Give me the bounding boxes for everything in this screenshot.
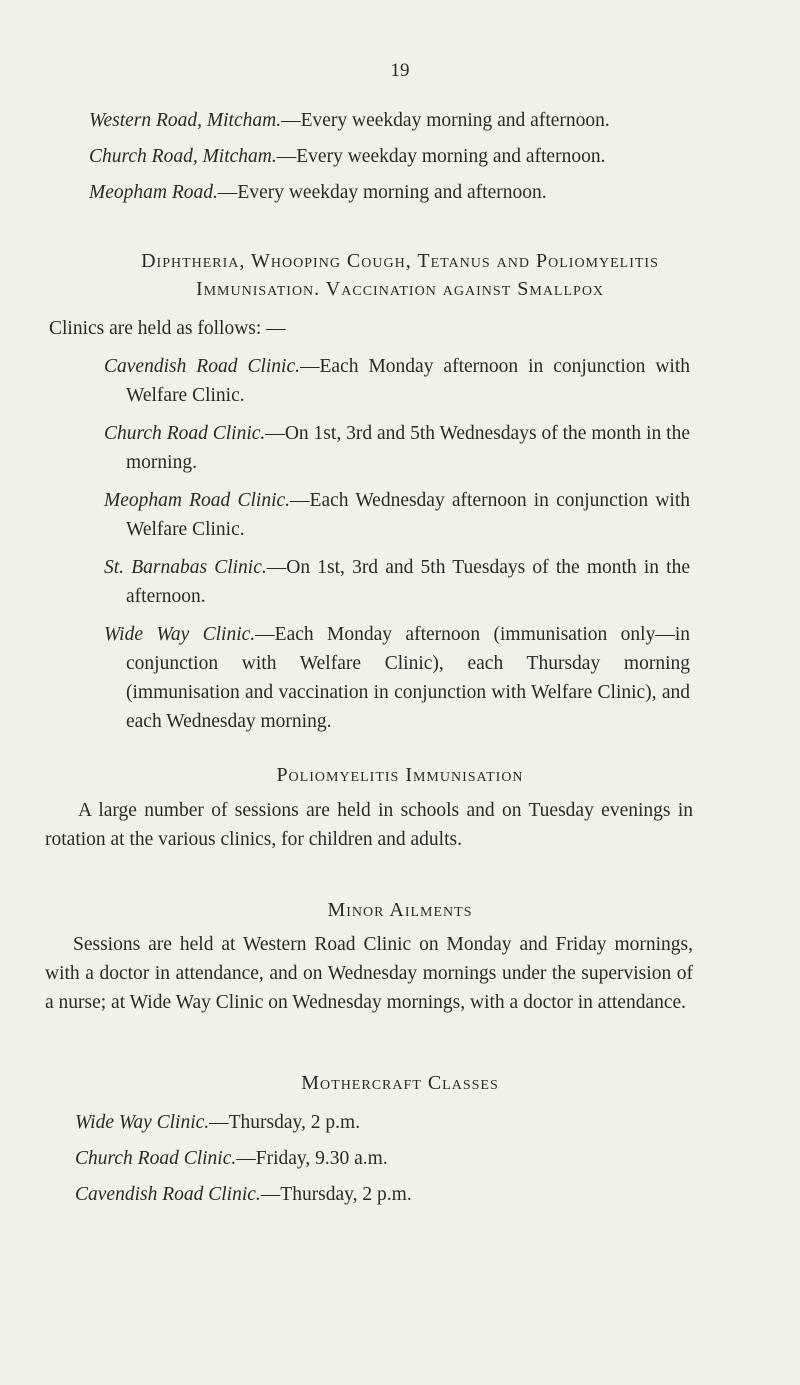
entry-text: —Every weekday morning and afternoon. [217,182,547,203]
mothercraft-name: Wide Way Clinic. [75,1112,210,1133]
mothercraft-entry-church-road [75,1146,388,1172]
entry-place: Meopham Road. [89,182,218,203]
entry-church-road [89,144,605,170]
mothercraft-text: —Friday, 9.30 a.m. [236,1148,388,1169]
section-heading-polio: Poliomyelitis Immunisation [276,764,524,786]
entry-text: —Every weekday morning and afternoon. [276,146,606,167]
entry-place: Church Road, Mitcham. [89,146,277,167]
mothercraft-entry-cavendish [75,1182,412,1208]
mothercraft-name: Church Road Clinic. [75,1148,237,1169]
clinic-name: St. Barnabas Clinic. [104,557,267,578]
mothercraft-text: —Thursday, 2 p.m. [260,1184,412,1205]
clinic-name: Cavendish Road Clinic. [104,356,300,377]
clinic-text: —On 1st, 3rd and 5th Wednesdays of the month in the morning. [126,423,690,473]
clinic-item-st-barnabas [104,553,690,611]
mothercraft-text: —Thursday, 2 p.m. [209,1112,361,1133]
section-heading-minor-ailments: Minor Ailments [327,899,473,921]
minor-ailments-paragraph: Sessions are held at Western Road Clinic on Monday and Friday mornings, with a doctor in attendance, and on Wednesday mornings under the supervision of a nurse; at Wide Way Clinic on Wednesday mornings, with a doctor in attendance. [45,934,693,1013]
section-heading-immunisation-line2: Immunisation. Vaccination against Smallpox [195,278,605,300]
clinic-item-church-road [104,419,690,477]
clinic-text: —Each Monday afternoon in conjunction with Welfare Clinic. [126,356,690,406]
entry-text: —Every weekday morning and afternoon. [281,110,610,131]
clinic-text: —Each Monday afternoon (immunisation only—in conjunction with Welfare Clinic), each Thursday morning (immunisation and vaccination in conjunction with Welfare Clinic), and each Wednesday morning. [126,624,690,732]
clinic-item-cavendish [104,352,690,410]
clinic-item-wide-way [104,620,690,736]
clinic-name: Wide Way Clinic. [104,624,256,645]
clinic-name: Church Road Clinic. [104,423,266,444]
section-heading-mothercraft: Mothercraft Classes [301,1072,499,1094]
polio-paragraph: A large number of sessions are held in schools and on Tuesday evenings in rotation at the various clinics, for children and adults. [45,800,693,850]
entry-meopham-road [89,180,547,206]
clinic-text: —On 1st, 3rd and 5th Tuesdays of the month in the afternoon. [126,557,690,607]
clinics-intro: Clinics are held as follows: — [49,318,286,339]
mothercraft-entry-wide-way [75,1110,360,1136]
clinic-item-meopham [104,486,690,544]
clinic-list [104,352,690,736]
section-heading-immunisation-line1: Diphtheria, Whooping Cough, Tetanus and Poliomyelitis [141,250,659,272]
page-number: 19 [390,60,410,81]
mothercraft-name: Cavendish Road Clinic. [75,1184,261,1205]
entry-place: Western Road, Mitcham. [89,110,282,131]
entry-western-road [89,108,610,134]
clinic-text: —Each Wednesday afternoon in conjunction with Welfare Clinic. [126,490,690,540]
clinic-name: Meopham Road Clinic. [104,490,291,511]
